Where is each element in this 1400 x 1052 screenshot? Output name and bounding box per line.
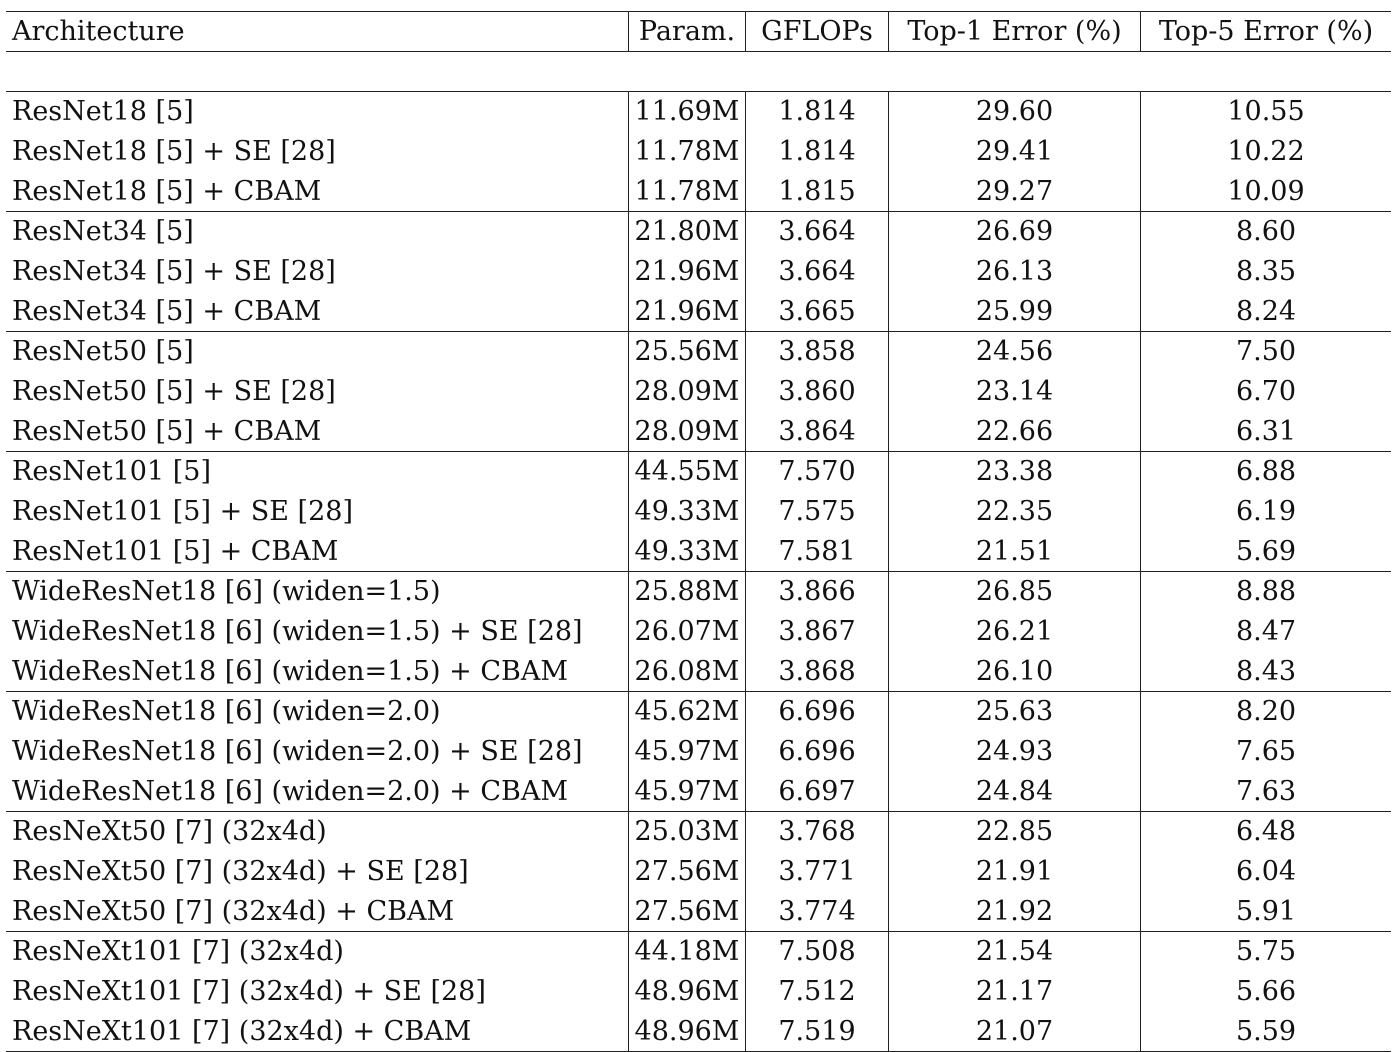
cell-architecture: WideResNet18 [6] (widen=2.0) + SE [28]	[12, 736, 583, 767]
cell-top1-error: 21.51	[889, 532, 1141, 572]
cell-params: 11.78M	[629, 132, 746, 172]
table-row	[6, 252, 1391, 292]
cell-top5-error: 8.60	[1141, 212, 1392, 252]
cell-gflops: 7.508	[746, 932, 889, 972]
table-row	[6, 292, 1391, 332]
cell-architecture: ResNeXt50 [7] (32x4d) + SE [28]	[12, 856, 469, 887]
cell-top1-error: 22.85	[889, 812, 1141, 852]
table-row	[6, 1012, 1391, 1052]
cell-architecture: ResNet101 [5] + SE [28]	[12, 496, 353, 527]
cell-architecture: ResNeXt101 [7] (32x4d) + SE [28]	[12, 976, 486, 1007]
cell-top1-error: 22.35	[889, 492, 1141, 532]
cell-params: 27.56M	[629, 852, 746, 892]
cell-params: 49.33M	[629, 492, 746, 532]
cell-params: 45.97M	[629, 732, 746, 772]
cell-gflops: 3.860	[746, 372, 889, 412]
cell-top5-error: 7.65	[1141, 732, 1392, 772]
cell-top5-error: 10.22	[1141, 132, 1392, 172]
cell-architecture: ResNeXt101 [7] (32x4d) + CBAM	[6, 1012, 629, 1052]
cell-architecture: WideResNet18 [6] (widen=2.0) + CBAM	[12, 775, 569, 807]
cell-top1-error: 22.66	[889, 412, 1141, 452]
cell-top5-error: 6.04	[1141, 852, 1392, 892]
cell-architecture: ResNet18 [5]	[6, 92, 629, 132]
cell-top5-error: 8.43	[1141, 652, 1392, 692]
cell-architecture: WideResNet18 [6] (widen=1.5)	[6, 572, 629, 612]
model-group	[6, 92, 1391, 212]
cell-gflops: 7.575	[746, 492, 889, 532]
table-row	[6, 772, 1391, 812]
cell-params: 21.96M	[629, 252, 746, 292]
model-group	[6, 812, 1391, 932]
cell-gflops: 6.696	[746, 732, 889, 772]
cell-params: 49.33M	[629, 532, 746, 572]
header-gap	[6, 52, 1391, 92]
cell-top5-error: 6.19	[1141, 492, 1392, 532]
cell-top5-error: 5.59	[1141, 1012, 1392, 1052]
cell-top1-error: 24.56	[889, 332, 1141, 372]
cell-top5-error: 8.88	[1141, 572, 1392, 612]
cell-params: 25.03M	[629, 812, 746, 852]
cell-architecture: ResNet50 [5] + SE [28]	[12, 376, 336, 407]
cell-top1-error: 26.85	[889, 572, 1141, 612]
cell-top1-error: 23.38	[889, 452, 1141, 492]
cell-gflops: 1.815	[746, 172, 889, 212]
cell-top1-error: 26.10	[889, 652, 1141, 692]
cell-gflops: 3.858	[746, 332, 889, 372]
table-row	[6, 372, 1391, 412]
cell-top5-error: 6.48	[1141, 812, 1392, 852]
cell-architecture: ResNeXt50 [7] (32x4d)	[6, 812, 629, 852]
cell-gflops: 1.814	[746, 132, 889, 172]
cell-params: 26.07M	[629, 612, 746, 652]
cell-params: 45.97M	[629, 772, 746, 812]
table-row	[6, 652, 1391, 692]
header-top1-error: Top-1 Error (%)	[889, 12, 1141, 52]
table-row	[6, 892, 1391, 932]
cell-top1-error: 25.63	[889, 692, 1141, 732]
cell-top1-error: 21.54	[889, 932, 1141, 972]
cell-gflops: 6.696	[746, 692, 889, 732]
table-row	[6, 732, 1391, 772]
cell-architecture: WideResNet18 [6] (widen=1.5) + SE [28]	[12, 616, 583, 647]
cell-top1-error: 21.92	[889, 892, 1141, 932]
header-params: Param.	[629, 12, 746, 52]
table-row	[6, 972, 1391, 1012]
cell-gflops: 7.512	[746, 972, 889, 1012]
model-group	[6, 452, 1391, 572]
cell-top1-error: 21.17	[889, 972, 1141, 1012]
cell-top5-error: 6.88	[1141, 452, 1392, 492]
cell-params: 44.18M	[629, 932, 746, 972]
cell-architecture: WideResNet18 [6] (widen=1.5) + CBAM	[12, 655, 569, 687]
cell-gflops: 7.581	[746, 532, 889, 572]
cell-architecture: ResNet50 [5]	[6, 332, 629, 372]
model-group	[6, 932, 1391, 1052]
cell-architecture: ResNet18 [5] + CBAM	[12, 175, 322, 207]
cell-gflops: 3.774	[746, 892, 889, 932]
cell-top1-error: 25.99	[889, 292, 1141, 332]
table-row	[6, 852, 1391, 892]
cell-gflops: 6.697	[746, 772, 889, 812]
cell-architecture: ResNet50 [5] + CBAM	[12, 415, 322, 447]
cell-params: 26.08M	[629, 652, 746, 692]
cell-params: 45.62M	[629, 692, 746, 732]
cell-params: 27.56M	[629, 892, 746, 932]
table-row	[6, 412, 1391, 452]
cell-params: 28.09M	[629, 372, 746, 412]
cell-top5-error: 5.75	[1141, 932, 1392, 972]
cell-params: 25.88M	[629, 572, 746, 612]
cell-architecture: ResNet34 [5]	[6, 212, 629, 252]
cell-top5-error: 8.24	[1141, 292, 1392, 332]
cell-params: 11.78M	[629, 172, 746, 212]
table-row	[6, 172, 1391, 212]
table-row	[6, 692, 1391, 732]
cell-gflops: 3.867	[746, 612, 889, 652]
cell-params: 11.69M	[629, 92, 746, 132]
cell-params: 28.09M	[629, 412, 746, 452]
table-row	[6, 492, 1391, 532]
cell-gflops: 3.864	[746, 412, 889, 452]
cell-gflops: 1.814	[746, 92, 889, 132]
table-header	[6, 12, 1391, 52]
cell-top1-error: 24.93	[889, 732, 1141, 772]
cell-gflops: 3.866	[746, 572, 889, 612]
cell-top1-error: 29.27	[889, 172, 1141, 212]
model-group	[6, 572, 1391, 692]
header-row	[6, 12, 1391, 52]
cell-gflops: 3.665	[746, 292, 889, 332]
table-row	[6, 812, 1391, 852]
cell-gflops: 3.664	[746, 212, 889, 252]
table-row	[6, 532, 1391, 572]
cell-top1-error: 29.41	[889, 132, 1141, 172]
cell-gflops: 7.570	[746, 452, 889, 492]
model-group	[6, 332, 1391, 452]
cell-top5-error: 6.70	[1141, 372, 1392, 412]
table-row	[6, 572, 1391, 612]
cell-params: 48.96M	[629, 972, 746, 1012]
table-row	[6, 332, 1391, 372]
cell-top1-error: 24.84	[889, 772, 1141, 812]
cell-top1-error: 26.69	[889, 212, 1141, 252]
cell-architecture: ResNeXt101 [7] (32x4d)	[6, 932, 629, 972]
table-row	[6, 132, 1391, 172]
cell-architecture: ResNet101 [5] + CBAM	[12, 535, 339, 567]
table-row	[6, 452, 1391, 492]
cell-params: 25.56M	[629, 332, 746, 372]
cell-top5-error: 10.09	[1141, 172, 1392, 212]
cell-architecture: ResNet18 [5] + SE [28]	[12, 136, 336, 167]
cell-top5-error: 8.47	[1141, 612, 1392, 652]
cell-architecture: ResNet101 [5]	[6, 452, 629, 492]
cell-top5-error: 5.69	[1141, 532, 1392, 572]
cell-top5-error: 5.66	[1141, 972, 1392, 1012]
cell-top1-error: 26.21	[889, 612, 1141, 652]
cell-params: 48.96M	[629, 1012, 746, 1052]
cell-params: 21.96M	[629, 292, 746, 332]
cell-gflops: 3.771	[746, 852, 889, 892]
cell-top1-error: 23.14	[889, 372, 1141, 412]
header-gflops: GFLOPs	[746, 12, 889, 52]
cell-gflops: 3.768	[746, 812, 889, 852]
cell-architecture: WideResNet18 [6] (widen=2.0)	[6, 692, 629, 732]
results-table	[6, 11, 1391, 1052]
table-row	[6, 612, 1391, 652]
header-architecture: Architecture	[6, 12, 629, 52]
cell-gflops: 3.664	[746, 252, 889, 292]
table-row	[6, 92, 1391, 132]
cell-architecture: ResNet34 [5] + CBAM	[12, 295, 322, 327]
cell-architecture: ResNet34 [5] + SE [28]	[12, 256, 336, 287]
cell-params: 21.80M	[629, 212, 746, 252]
cell-top5-error: 8.35	[1141, 252, 1392, 292]
cell-architecture: ResNeXt50 [7] (32x4d) + CBAM	[12, 895, 455, 927]
table-row	[6, 932, 1391, 972]
table-row	[6, 212, 1391, 252]
cell-gflops: 3.868	[746, 652, 889, 692]
cell-top5-error: 10.55	[1141, 92, 1392, 132]
model-group	[6, 212, 1391, 332]
cell-top5-error: 5.91	[1141, 892, 1392, 932]
cell-top1-error: 26.13	[889, 252, 1141, 292]
header-top5-error: Top-5 Error (%)	[1141, 12, 1392, 52]
cell-top1-error: 21.07	[889, 1012, 1141, 1052]
model-group	[6, 692, 1391, 812]
cell-top5-error: 8.20	[1141, 692, 1392, 732]
cell-top1-error: 21.91	[889, 852, 1141, 892]
cell-params: 44.55M	[629, 452, 746, 492]
cell-top5-error: 7.50	[1141, 332, 1392, 372]
cell-top5-error: 7.63	[1141, 772, 1392, 812]
cell-top5-error: 6.31	[1141, 412, 1392, 452]
cell-gflops: 7.519	[746, 1012, 889, 1052]
cell-top1-error: 29.60	[889, 92, 1141, 132]
